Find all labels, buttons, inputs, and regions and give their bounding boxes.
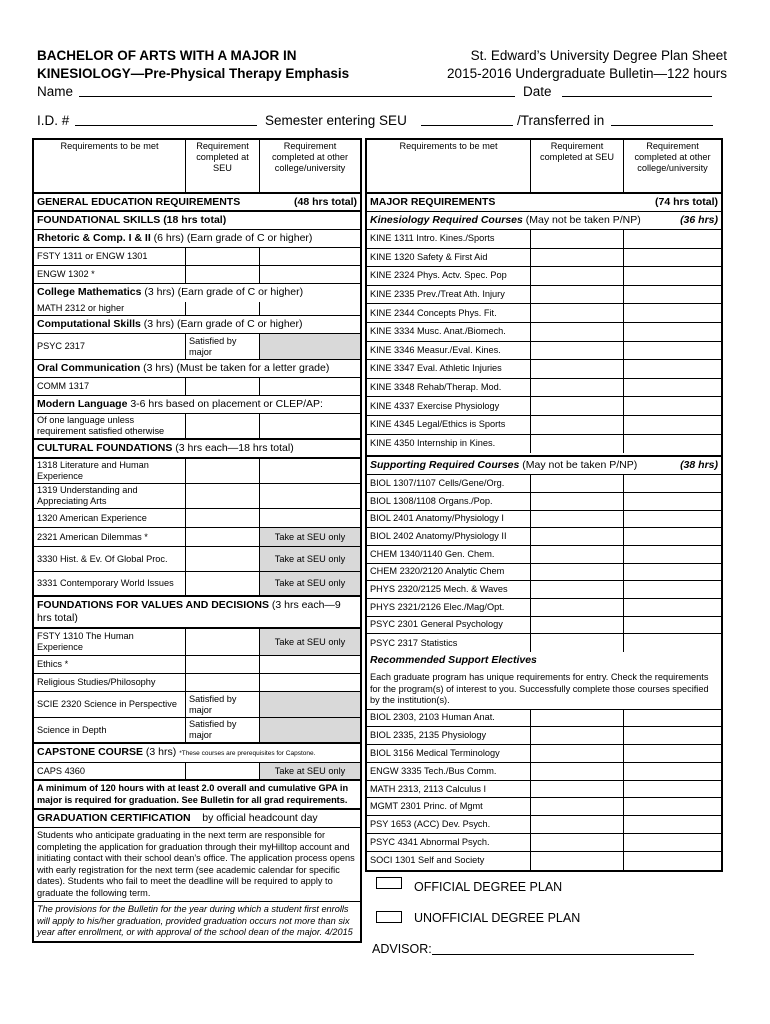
unofficial-label: UNOFFICIAL DEGREE PLAN — [414, 911, 581, 925]
subsection-row — [34, 230, 360, 248]
other-cell[interactable] — [260, 378, 360, 395]
seu-cell[interactable] — [531, 435, 624, 454]
subsection-row — [367, 457, 721, 475]
advisor-label: ADVISOR: — [372, 942, 432, 956]
other-cell[interactable] — [624, 360, 721, 378]
course-row — [34, 378, 360, 396]
other-cell[interactable] — [624, 798, 721, 815]
course-name: KINE 1311 Intro. Kines./Sports — [367, 230, 531, 248]
note-row — [34, 828, 360, 902]
course-row — [34, 674, 360, 692]
other-cell[interactable] — [624, 323, 721, 341]
other-cell — [260, 692, 360, 717]
other-cell[interactable] — [624, 599, 721, 616]
subsection-row — [34, 396, 360, 414]
course-name: KINE 3346 Measur./Eval. Kines. — [367, 342, 531, 360]
section-row — [34, 744, 360, 763]
course-row — [367, 360, 721, 379]
kin-req-heading: Kinesiology Required Courses (May not be taken P/NP) (36 hrs) — [370, 214, 718, 226]
other-cell[interactable] — [624, 304, 721, 322]
gen-ed-heading: GENERAL EDUCATION REQUIREMENTS (48 hrs total) — [37, 195, 357, 208]
course-name: BIOL 2402 Anatomy/Physiology II — [367, 528, 531, 545]
course-row — [367, 435, 721, 454]
seu-cell[interactable] — [531, 416, 624, 434]
course-name: BIOL 1307/1107 Cells/Gene/Org. — [367, 475, 531, 492]
grad-note: Students who anticipate graduating in the next term are responsible for completing the application for graduation through their myHilltop account and initiating contact with their school dean’s office. The application process opens with early registration for the next term (see academic calendar for specific dates). Students who fail to meet the deadline will be required to apply to graduate the following term. — [37, 830, 355, 898]
title-line-1: BACHELOR OF ARTS WITH A MAJOR IN — [37, 48, 297, 63]
seu-cell[interactable] — [186, 547, 260, 571]
elective-course-list — [367, 710, 721, 870]
header-row-2 — [37, 65, 727, 83]
seu-cell[interactable] — [531, 493, 624, 510]
electives-heading: Recommended Support Electives — [370, 654, 537, 666]
official-label: OFFICIAL DEGREE PLAN — [414, 880, 563, 894]
seu-cell[interactable] — [531, 710, 624, 727]
semester-label: Semester entering SEU — [265, 113, 407, 128]
course-name: PSYC 2317 Statistics — [367, 634, 531, 652]
seu-cell[interactable] — [531, 546, 624, 563]
values-heading: FOUNDATIONS FOR VALUES AND DECISIONS (3 hrs each—9 hrs total) — [37, 599, 341, 624]
other-cell[interactable] — [260, 302, 360, 315]
course-name: 1320 American Experience — [34, 509, 186, 527]
transferred-field[interactable] — [611, 114, 713, 126]
seu-cell[interactable] — [531, 599, 624, 616]
course-name: COMM 1317 — [34, 378, 186, 395]
course-name: 2321 American Dilemmas * — [34, 528, 186, 546]
satisfied-note: Satisfied by major — [186, 334, 260, 359]
course-name: KINE 3334 Musc. Anat./Biomech. — [367, 323, 531, 341]
course-row — [367, 342, 721, 361]
course-row — [34, 414, 360, 440]
major-heading: MAJOR REQUIREMENTS (74 hrs total) — [370, 196, 718, 208]
course-row — [367, 304, 721, 323]
course-name: ENGW 1302 * — [34, 266, 186, 283]
course-name: PSYC 2317 — [34, 334, 186, 359]
course-name: SOCI 1301 Self and Society — [367, 852, 531, 870]
other-cell[interactable] — [624, 249, 721, 267]
course-row — [367, 599, 721, 617]
seu-cell[interactable] — [531, 798, 624, 815]
course-row — [34, 629, 360, 656]
other-cell[interactable] — [624, 379, 721, 397]
support-heading: Supporting Required Courses (May not be taken P/NP) (38 hrs) — [370, 459, 718, 472]
seu-cell[interactable] — [531, 727, 624, 744]
rhetoric-heading: Rhetoric & Comp. I & II (6 hrs) (Earn grade of C or higher) — [37, 232, 313, 244]
other-cell[interactable] — [624, 546, 721, 563]
seu-cell[interactable] — [531, 634, 624, 652]
cultural-heading: CULTURAL FOUNDATIONS (3 hrs each—18 hrs total) — [37, 442, 294, 454]
other-cell[interactable] — [624, 781, 721, 798]
section-row — [34, 212, 360, 230]
other-cell[interactable] — [624, 493, 721, 510]
course-name: KINE 2324 Phys. Actv. Spec. Pop — [367, 267, 531, 285]
seu-cell[interactable] — [186, 656, 260, 673]
seu-cell[interactable] — [186, 572, 260, 595]
course-row — [34, 484, 360, 509]
subsection-row — [367, 652, 721, 670]
seu-cell[interactable] — [186, 484, 260, 508]
advisor-field[interactable] — [432, 943, 694, 955]
section-row — [34, 597, 360, 629]
seu-cell[interactable] — [531, 745, 624, 762]
seu-cell[interactable] — [186, 248, 260, 265]
provisions-note: The provisions for the Bulletin for the year during which a student first enrolls will apply to his/her graduation, provided graduation occurs not more than six year after enrollment, or with approval of the school dean of the major. 4/2015 — [37, 904, 353, 937]
support-course-list — [367, 475, 721, 652]
section-row — [367, 194, 721, 212]
section-row — [34, 440, 360, 459]
seu-cell[interactable] — [531, 564, 624, 581]
course-row — [367, 798, 721, 816]
col-completed-seu: Requirement completed at SEU — [186, 140, 260, 192]
seu-cell[interactable] — [531, 852, 624, 870]
course-row — [367, 834, 721, 852]
course-name: BIOL 3156 Medical Terminology — [367, 745, 531, 762]
seu-cell[interactable] — [186, 414, 260, 438]
column-header-row — [367, 140, 721, 194]
semester-field[interactable] — [421, 114, 513, 126]
other-cell[interactable] — [260, 656, 360, 673]
course-name: CHEM 1340/1140 Gen. Chem. — [367, 546, 531, 563]
course-name: PSYC 4341 Abnormal Psych. — [367, 834, 531, 851]
seu-cell[interactable] — [186, 674, 260, 691]
date-label: Date — [523, 84, 552, 99]
course-row — [367, 581, 721, 599]
modern-lang-heading: Modern Language 3-6 hrs based on placement or CLEP/AP: — [37, 398, 323, 410]
official-checkbox[interactable] — [376, 877, 402, 889]
other-cell[interactable] — [624, 634, 721, 652]
other-cell[interactable] — [260, 509, 360, 527]
other-cell[interactable] — [624, 511, 721, 528]
course-row — [34, 334, 360, 360]
seu-cell[interactable] — [186, 763, 260, 779]
course-name: MATH 2313, 2113 Calculus I — [367, 781, 531, 798]
course-row — [367, 634, 721, 652]
kinesiology-course-list — [367, 230, 721, 453]
header-row-3 — [37, 83, 727, 101]
course-name: KINE 2344 Concepts Phys. Fit. — [367, 304, 531, 322]
course-name: MATH 2312 or higher — [34, 302, 186, 315]
subsection-row — [34, 316, 360, 334]
course-row — [34, 763, 360, 781]
note-row — [367, 670, 721, 710]
course-name: PSY 1653 (ACC) Dev. Psych. — [367, 816, 531, 833]
course-name: BIOL 2303, 2103 Human Anat. — [367, 710, 531, 727]
course-name: ENGW 3335 Tech./Bus Comm. — [367, 763, 531, 780]
course-row — [367, 710, 721, 728]
other-cell[interactable] — [624, 267, 721, 285]
seu-cell[interactable] — [531, 360, 624, 378]
header-row-1 — [37, 47, 727, 65]
seu-cell[interactable] — [531, 397, 624, 415]
foundational-heading: FOUNDATIONAL SKILLS (18 hrs total) — [37, 214, 227, 226]
seu-cell[interactable] — [186, 459, 260, 483]
course-row — [367, 852, 721, 870]
seu-cell[interactable] — [531, 323, 624, 341]
course-row — [367, 511, 721, 529]
other-cell[interactable] — [624, 230, 721, 248]
other-cell[interactable] — [624, 763, 721, 780]
seu-cell[interactable] — [531, 286, 624, 304]
seu-cell[interactable] — [531, 511, 624, 528]
other-cell[interactable] — [624, 397, 721, 415]
course-row — [367, 745, 721, 763]
course-row — [367, 249, 721, 268]
course-name: KINE 2335 Prev./Treat Ath. Injury — [367, 286, 531, 304]
seu-cell[interactable] — [186, 378, 260, 395]
unofficial-checkbox[interactable] — [376, 911, 402, 923]
other-cell[interactable] — [624, 617, 721, 634]
course-row — [34, 302, 360, 316]
electives-note: Each graduate program has unique requirements for entry. Check the requirements for the program(s) of interest to you. Successfully complete those courses specified by the institution(s). — [370, 672, 709, 705]
course-row — [34, 718, 360, 744]
general-education-table — [32, 138, 362, 943]
other-cell[interactable] — [624, 475, 721, 492]
seu-cell[interactable] — [531, 816, 624, 833]
course-row — [34, 656, 360, 674]
course-row — [367, 416, 721, 435]
col-completed-seu: Requirement completed at SEU — [531, 140, 624, 192]
section-row — [34, 194, 360, 212]
other-cell[interactable] — [624, 710, 721, 727]
other-cell[interactable] — [624, 564, 721, 581]
seu-cell[interactable] — [186, 302, 260, 315]
course-row — [367, 617, 721, 635]
course-name: SCIE 2320 Science in Perspective — [34, 692, 186, 717]
date-field[interactable] — [562, 85, 712, 97]
other-cell[interactable] — [624, 342, 721, 360]
other-cell[interactable] — [260, 414, 360, 438]
oral-heading: Oral Communication (3 hrs) (Must be taken for a letter grade) — [37, 362, 330, 374]
course-row — [34, 248, 360, 266]
major-requirements-table — [365, 138, 723, 872]
course-row — [367, 528, 721, 546]
other-cell[interactable] — [260, 674, 360, 691]
seu-cell[interactable] — [186, 528, 260, 546]
other-cell[interactable] — [624, 834, 721, 851]
course-name: Ethics * — [34, 656, 186, 673]
title-line-2: KINESIOLOGY—Pre-Physical Therapy Emphasis — [37, 66, 350, 81]
col-requirements: Requirements to be met — [34, 140, 186, 192]
subsection-row — [34, 360, 360, 378]
course-name: PHYS 2321/2126 Elec./Mag/Opt. — [367, 599, 531, 616]
other-cell[interactable] — [624, 528, 721, 545]
course-row — [34, 528, 360, 547]
section-row — [34, 810, 360, 828]
course-name: CAPS 4360 — [34, 763, 186, 779]
course-row — [367, 816, 721, 834]
col-requirements: Requirements to be met — [367, 140, 531, 192]
seu-only-note: Take at SEU only — [260, 572, 360, 595]
course-name: Of one language unless requirement satisfied otherwise — [34, 414, 186, 438]
seu-cell[interactable] — [531, 763, 624, 780]
course-row — [34, 459, 360, 484]
comp-skills-heading: Computational Skills (3 hrs) (Earn grade of C or higher) — [37, 318, 303, 330]
capstone-heading: CAPSTONE COURSE (3 hrs) *These courses are prerequisites for Capstone. — [37, 746, 316, 758]
bulletin-line: 2015-2016 Undergraduate Bulletin—122 hours — [447, 66, 727, 81]
course-name: KINE 4345 Legal/Ethics is Sports — [367, 416, 531, 434]
other-cell[interactable] — [624, 416, 721, 434]
course-row — [367, 546, 721, 564]
satisfied-note: Satisfied by major — [186, 692, 260, 717]
seu-cell[interactable] — [531, 528, 624, 545]
other-cell[interactable] — [624, 286, 721, 304]
seu-cell[interactable] — [531, 230, 624, 248]
course-name: FSTY 1310 The Human Experience — [34, 629, 186, 655]
course-row — [367, 564, 721, 582]
subsection-row — [34, 284, 360, 302]
other-cell — [260, 718, 360, 742]
col-completed-other: Requirement completed at other college/university — [271, 141, 349, 173]
course-name: PSYC 2301 General Psychology — [367, 617, 531, 634]
course-row — [34, 547, 360, 572]
id-label: I.D. # — [37, 113, 70, 128]
course-row — [367, 781, 721, 799]
course-name: KINE 3347 Eval. Athletic Injuries — [367, 360, 531, 378]
seu-cell[interactable] — [531, 617, 624, 634]
other-cell[interactable] — [624, 581, 721, 598]
course-name: KINE 1320 Safety & First Aid — [367, 249, 531, 267]
course-row — [367, 323, 721, 342]
course-name: KINE 4337 Exercise Physiology — [367, 397, 531, 415]
course-row — [367, 267, 721, 286]
seu-cell[interactable] — [531, 249, 624, 267]
satisfied-note: Satisfied by major — [186, 718, 260, 742]
name-label: Name — [37, 84, 74, 99]
course-name: BIOL 2335, 2135 Physiology — [367, 727, 531, 744]
seu-cell[interactable] — [531, 379, 624, 397]
other-cell[interactable] — [260, 248, 360, 265]
other-cell[interactable] — [260, 459, 360, 483]
other-cell[interactable] — [260, 266, 360, 283]
course-name: Science in Depth — [34, 718, 186, 742]
other-cell[interactable] — [624, 727, 721, 744]
other-cell[interactable] — [624, 852, 721, 870]
seu-only-note: Take at SEU only — [260, 629, 360, 655]
grad-cert-heading: GRADUATION CERTIFICATION by official headcount day — [37, 812, 318, 824]
course-name: 1319 Understanding and Appreciating Arts — [34, 484, 186, 508]
course-name: MGMT 2301 Princ. of Mgmt — [367, 798, 531, 815]
course-row — [367, 230, 721, 249]
other-cell[interactable] — [260, 484, 360, 508]
course-name: BIOL 1308/1108 Organs./Pop. — [367, 493, 531, 510]
course-row — [367, 397, 721, 416]
course-row — [34, 692, 360, 718]
name-field[interactable] — [79, 85, 515, 97]
course-name: 1318 Literature and Human Experience — [34, 459, 186, 483]
course-row — [367, 475, 721, 493]
course-name: KINE 4350 Internship in Kines. — [367, 435, 531, 454]
university-line: St. Edward’s University Degree Plan Sheet — [470, 48, 727, 63]
transferred-label: /Transferred in — [517, 113, 605, 128]
college-math-heading: College Mathematics (3 hrs) (Earn grade of C or higher) — [37, 286, 304, 298]
seu-cell[interactable] — [186, 629, 260, 655]
seu-cell[interactable] — [531, 475, 624, 492]
column-header-row — [34, 140, 360, 194]
seu-cell[interactable] — [186, 509, 260, 527]
course-name: KINE 3348 Rehab/Therap. Mod. — [367, 379, 531, 397]
seu-cell[interactable] — [186, 266, 260, 283]
course-name: CHEM 2320/2120 Analytic Chem — [367, 564, 531, 581]
course-name: 3330 Hist. & Ev. Of Global Proc. — [34, 547, 186, 571]
course-name: Religious Studies/Philosophy — [34, 674, 186, 691]
course-row — [367, 286, 721, 305]
seu-only-note: Take at SEU only — [260, 547, 360, 571]
seu-only-note: Take at SEU only — [260, 528, 360, 546]
course-row — [367, 727, 721, 745]
other-cell — [260, 334, 360, 359]
course-row — [34, 572, 360, 597]
other-cell[interactable] — [624, 816, 721, 833]
seu-cell[interactable] — [531, 342, 624, 360]
course-row — [34, 266, 360, 284]
col-completed-other: Requirement completed at other college/university — [634, 141, 711, 173]
course-name: 3331 Contemporary World Issues — [34, 572, 186, 595]
minimum-hours-note: A minimum of 120 hours with at least 2.0 overall and cumulative GPA in major is required for graduation. See Bulletin for all grad requirements. — [37, 783, 349, 805]
seu-only-note: Take at SEU only — [260, 763, 360, 779]
course-row — [367, 493, 721, 511]
course-name: BIOL 2401 Anatomy/Physiology I — [367, 511, 531, 528]
header-row-4 — [37, 112, 727, 130]
seu-cell[interactable] — [531, 267, 624, 285]
course-name: FSTY 1311 or ENGW 1301 — [34, 248, 186, 265]
course-name: PHYS 2320/2125 Mech. & Waves — [367, 581, 531, 598]
course-row — [367, 763, 721, 781]
seu-cell[interactable] — [531, 581, 624, 598]
note-row — [34, 902, 360, 941]
subsection-row — [367, 212, 721, 230]
note-row — [34, 781, 360, 810]
id-field[interactable] — [75, 114, 257, 126]
seu-cell[interactable] — [531, 304, 624, 322]
seu-cell[interactable] — [531, 834, 624, 851]
seu-cell[interactable] — [531, 781, 624, 798]
other-cell[interactable] — [624, 435, 721, 454]
course-row — [367, 379, 721, 398]
other-cell[interactable] — [624, 745, 721, 762]
course-row — [34, 509, 360, 528]
